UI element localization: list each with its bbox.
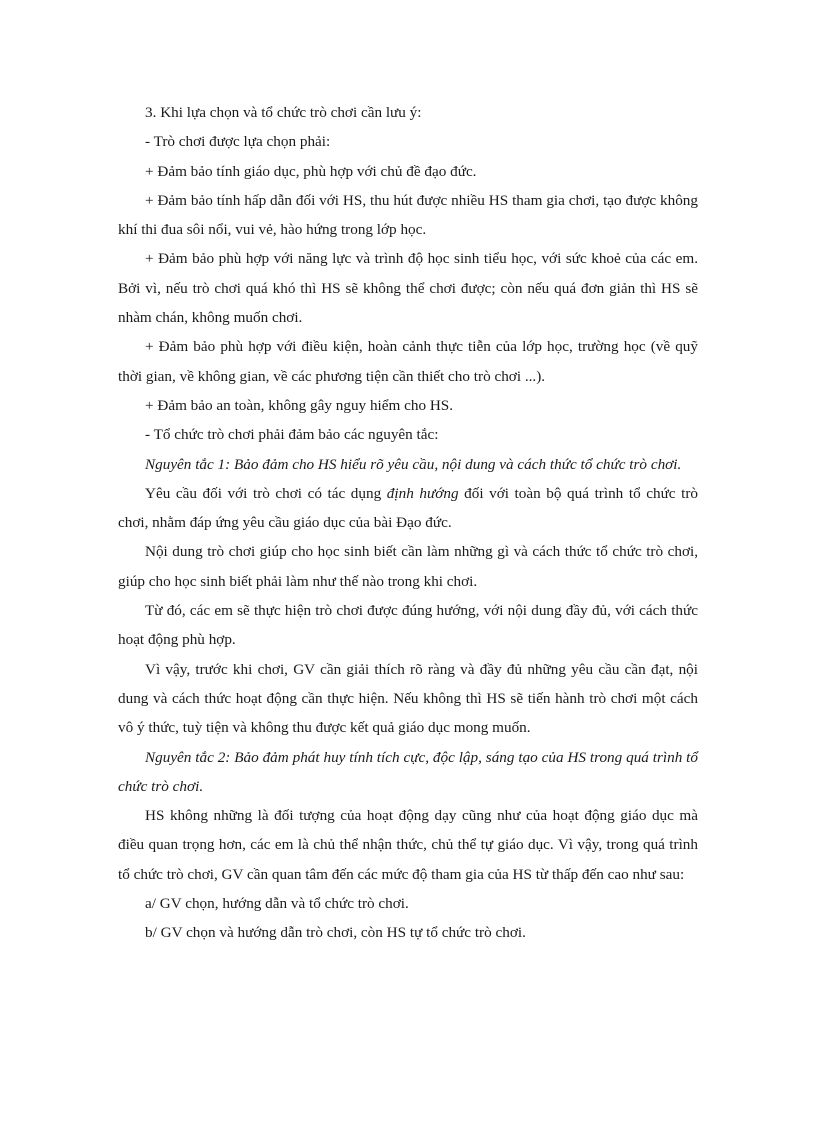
list-item: + Đảm bảo an toàn, không gây nguy hiểm cho HS. — [145, 396, 454, 414]
paragraph: Từ đó, các em sẽ thực hiện trò chơi được đúng hướng, với nội dung đầy đủ, với cách thức hoạt động phù hợp. — [118, 602, 698, 649]
paragraph: Vì vậy, trước khi chơi, GV cần giải thích rõ ràng và đầy đủ những yêu cầu cần đạt, nội dung và cách thức hoạt động cần thực hiện. Nếu không thì HS sẽ tiến hành trò chơi một cách vô ý thức, tuỳ tiện và không thu được kết quả giáo dục mong muốn. — [118, 660, 698, 737]
principle-heading: Nguyên tắc 2: Bảo đảm phát huy tính tích cực, độc lập, sáng tạo của HS trong quá trình tổ chức trò chơi. — [118, 748, 698, 795]
section-heading: 3. Khi lựa chọn và tổ chức trò chơi cần lưu ý: — [145, 104, 422, 121]
list-item: + Đảm bảo tính hấp dẫn đối với HS, thu hút được nhiều HS tham gia chơi, tạo được không khí thi đua sôi nổi, vui vẻ, hào hứng trong lớp học. — [118, 191, 698, 239]
paragraph-text: Yêu cầu đối với trò chơi có tác dụng — [145, 484, 387, 502]
list-item: b/ GV chọn và hướng dẫn trò chơi, còn HS tự tổ chức trò chơi. — [145, 924, 526, 942]
principle-heading: Nguyên tắc 1: Bảo đảm cho HS hiểu rõ yêu cầu, nội dung và cách thức tổ chức trò chơi. — [145, 455, 682, 473]
list-item: - Tổ chức trò chơi phải đảm bảo các nguyên tắc: — [145, 426, 439, 444]
document-page — [118, 98, 698, 948]
paragraph: HS không những là đối tượng của hoạt động dạy cũng như của hoạt động giáo dục mà điều quan trọng hơn, các em là chủ thể nhận thức, chủ thể tự giáo dục. Vì vậy, trong quá trình tổ chức trò chơi, GV cần quan tâm đến các mức độ tham gia của HS từ thấp đến cao như sau: — [118, 807, 698, 883]
list-item: + Đảm bảo tính giáo dục, phù hợp với chủ đề đạo đức. — [145, 162, 477, 180]
list-item: + Đảm bảo phù hợp với điều kiện, hoàn cảnh thực tiễn của lớp học, trường học (về quỹ thời gian, về không gian, về các phương tiện cần thiết cho trò chơi ...). — [118, 338, 698, 385]
list-item: + Đảm bảo phù hợp với năng lực và trình độ học sinh tiểu học, với sức khoẻ của các em. Bởi vì, nếu trò chơi quá khó thì HS sẽ không thể chơi được; còn nếu quá đơn giản thì HS sẽ nhàm chán, không muốn chơi. — [118, 250, 698, 327]
list-item: a/ GV chọn, hướng dẫn và tổ chức trò chơi. — [145, 895, 409, 913]
list-item: - Trò chơi được lựa chọn phải: — [145, 133, 331, 151]
emphasis-text: định hướng — [386, 484, 459, 502]
paragraph — [118, 479, 698, 538]
paragraph: Nội dung trò chơi giúp cho học sinh biết cần làm những gì và cách thức tổ chức trò chơi, giúp cho học sinh biết phải làm như thế nào trong khi chơi. — [118, 543, 698, 590]
paragraph-text: đối với toàn bộ quá trình tổ chức trò chơi, nhằm đáp ứng yêu cầu giáo dục của bài Đạo đức. — [118, 484, 699, 532]
